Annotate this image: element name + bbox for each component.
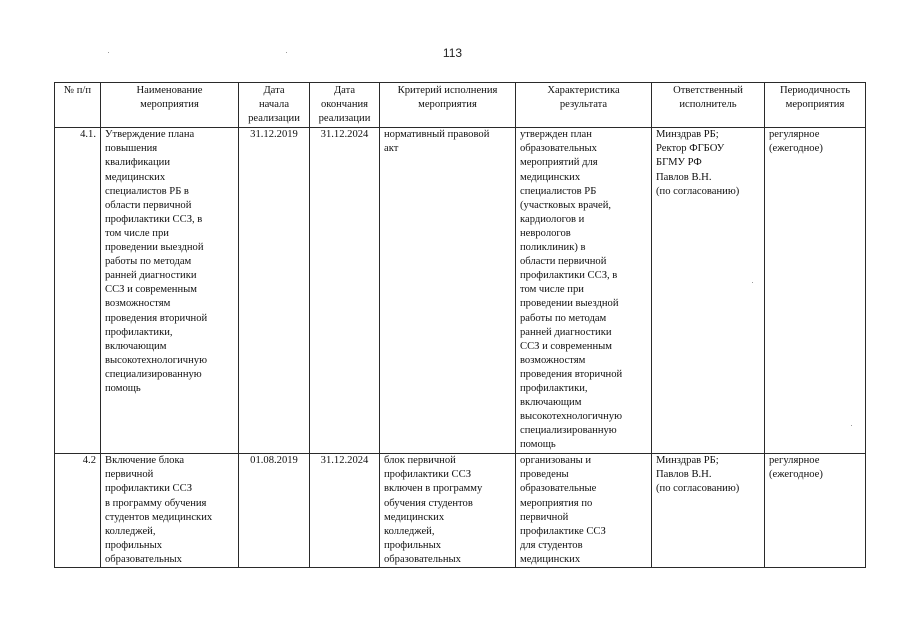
cell-line: образовательных	[384, 553, 461, 565]
periodicity-cell	[765, 128, 866, 454]
header-line: реализации	[318, 113, 371, 125]
cell-line: первичной	[520, 511, 569, 523]
cell-line: проведении выездной	[520, 298, 619, 310]
header-line: № п/п	[63, 85, 92, 96]
cell-line: специалистов РБ в	[105, 185, 189, 197]
criterion-cell	[380, 128, 516, 454]
cell-line: образовательных	[520, 143, 597, 155]
cell-line: мероприятия по	[520, 497, 593, 509]
cell-line: профилактике ССЗ	[520, 525, 606, 537]
header-line: Критерий исполнения	[397, 85, 498, 96]
row-number: 4.1.	[55, 128, 101, 454]
cell-line: регулярное	[769, 129, 820, 141]
cell-line: поликлиник) в	[520, 242, 586, 254]
cell-line: проведении выездной	[105, 242, 204, 254]
cell-line: работы по методам	[520, 312, 607, 324]
header-line: Характеристика	[547, 85, 620, 96]
header-number	[55, 83, 101, 128]
cell-line: медицинских	[520, 553, 581, 565]
cell-line: (по согласованию)	[656, 483, 740, 495]
header-line: Дата	[263, 85, 285, 96]
scan-speck	[752, 282, 753, 283]
table-row	[55, 454, 866, 568]
cell-line: включен в программу	[384, 483, 483, 495]
cell-line: профилактики ССЗ	[384, 469, 471, 481]
cell-line: ранней диагностики	[105, 270, 197, 282]
cell-line: проведения вторичной	[105, 312, 208, 324]
cell-line: колледжей,	[384, 525, 435, 537]
cell-line: работы по методам	[105, 256, 192, 268]
header-result	[516, 83, 652, 128]
cell-line: профильных	[105, 539, 162, 551]
cell-line: повышения	[105, 143, 158, 155]
header-line: Периодичность	[779, 85, 851, 96]
cell-line: медицинских	[105, 171, 166, 183]
header-line: мероприятия	[140, 99, 199, 111]
header-periodicity	[765, 83, 866, 128]
cell-line: области первичной	[105, 199, 192, 211]
cell-line: профилактики,	[520, 382, 588, 394]
cell-line: ССЗ и современным	[105, 284, 197, 296]
page-number: 113	[442, 46, 463, 60]
activity-name-cell	[101, 128, 239, 454]
cell-line: Павлов В.Н.	[656, 469, 712, 481]
cell-line: профилактики ССЗ, в	[520, 270, 618, 282]
header-criterion	[380, 83, 516, 128]
header-line: реализации	[248, 113, 300, 125]
start-date-cell: 01.08.2019	[239, 454, 310, 568]
cell-line: мероприятий для	[520, 157, 598, 169]
header-line: результата	[559, 99, 608, 111]
cell-line: Минздрав РБ;	[656, 129, 719, 141]
cell-line: профилактики ССЗ, в	[105, 213, 203, 225]
header-line: окончания	[320, 99, 369, 111]
cell-line: БГМУ РФ	[656, 157, 702, 169]
scan-speck	[851, 425, 852, 426]
header-end-date	[310, 83, 380, 128]
header-line: мероприятия	[418, 99, 477, 111]
cell-line: помощь	[520, 439, 556, 451]
cell-line: специализированную	[105, 368, 202, 380]
cell-line: Утверждение плана	[105, 129, 195, 141]
cell-line: включающим	[520, 397, 582, 409]
cell-line: утвержден план	[520, 129, 592, 141]
cell-line: Включение блока	[105, 455, 185, 467]
cell-line: ранней диагностики	[520, 326, 612, 338]
cell-line: профильных	[384, 539, 441, 551]
cell-line: (по согласованию)	[656, 185, 740, 197]
header-line: Наименование	[136, 85, 203, 96]
header-name	[101, 83, 239, 128]
cell-line: включающим	[105, 340, 167, 352]
header-line: Ответственный	[673, 85, 743, 96]
cell-line: (ежегодное)	[769, 143, 823, 155]
periodicity-cell	[765, 454, 866, 568]
cell-line: медицинских	[520, 171, 581, 183]
responsible-cell	[652, 128, 765, 454]
cell-line: профилактики,	[105, 326, 173, 338]
end-date-cell: 31.12.2024	[310, 128, 380, 454]
table-row	[55, 128, 866, 454]
cell-line: Минздрав РБ;	[656, 455, 719, 467]
cell-line: неврологов	[520, 227, 571, 239]
activities-table	[54, 82, 866, 568]
cell-line: (ежегодное)	[769, 469, 823, 481]
cell-line: помощь	[105, 382, 141, 394]
cell-line: кардиологов и	[520, 213, 585, 225]
header-responsible	[652, 83, 765, 128]
cell-line: образовательные	[520, 483, 597, 495]
cell-line: том числе при	[105, 227, 169, 239]
header-start-date	[239, 83, 310, 128]
cell-line: проведены	[520, 469, 569, 481]
result-cell	[516, 128, 652, 454]
cell-line: проведения вторичной	[520, 368, 623, 380]
start-date-cell: 31.12.2019	[239, 128, 310, 454]
cell-line: организованы и	[520, 455, 592, 467]
cell-line: профилактики ССЗ	[105, 483, 192, 495]
cell-line: том числе при	[520, 284, 584, 296]
cell-line: обучения студентов	[384, 497, 473, 509]
cell-line: в программу обучения	[105, 497, 207, 509]
cell-line: первичной	[105, 469, 154, 481]
cell-line: образовательных	[105, 553, 182, 565]
cell-line: возможностям	[105, 298, 171, 310]
cell-line: регулярное	[769, 455, 820, 467]
table-header-row	[55, 83, 866, 128]
cell-line: медицинских	[384, 511, 445, 523]
cell-line: квалификации	[105, 157, 170, 169]
cell-line: акт	[384, 143, 399, 155]
cell-line: ССЗ и современным	[520, 340, 612, 352]
criterion-cell	[380, 454, 516, 568]
header-line: Дата	[333, 85, 356, 96]
cell-line: (участковых врачей,	[520, 199, 612, 211]
cell-line: Ректор ФГБОУ	[656, 143, 725, 155]
end-date-cell: 31.12.2024	[310, 454, 380, 568]
cell-line: возможностям	[520, 354, 586, 366]
scan-speck	[286, 52, 287, 53]
cell-line: области первичной	[520, 256, 607, 268]
header-line: мероприятия	[785, 99, 845, 111]
cell-line: Павлов В.Н.	[656, 171, 712, 183]
result-cell	[516, 454, 652, 568]
row-number: 4.2	[55, 454, 101, 568]
header-line: исполнитель	[679, 99, 737, 111]
cell-line: блок первичной	[384, 455, 456, 467]
cell-line: специалистов РБ	[520, 185, 597, 197]
scan-speck	[108, 52, 109, 53]
responsible-cell	[652, 454, 765, 568]
cell-line: высокотехнологичную	[105, 354, 208, 366]
header-line: начала	[258, 99, 290, 111]
cell-line: для студентов	[520, 539, 583, 551]
cell-line: колледжей,	[105, 525, 156, 537]
activity-name-cell	[101, 454, 239, 568]
cell-line: нормативный правовой	[384, 129, 490, 141]
cell-line: высокотехнологичную	[520, 411, 623, 423]
cell-line: специализированную	[520, 425, 617, 437]
cell-line: студентов медицинских	[105, 511, 213, 523]
